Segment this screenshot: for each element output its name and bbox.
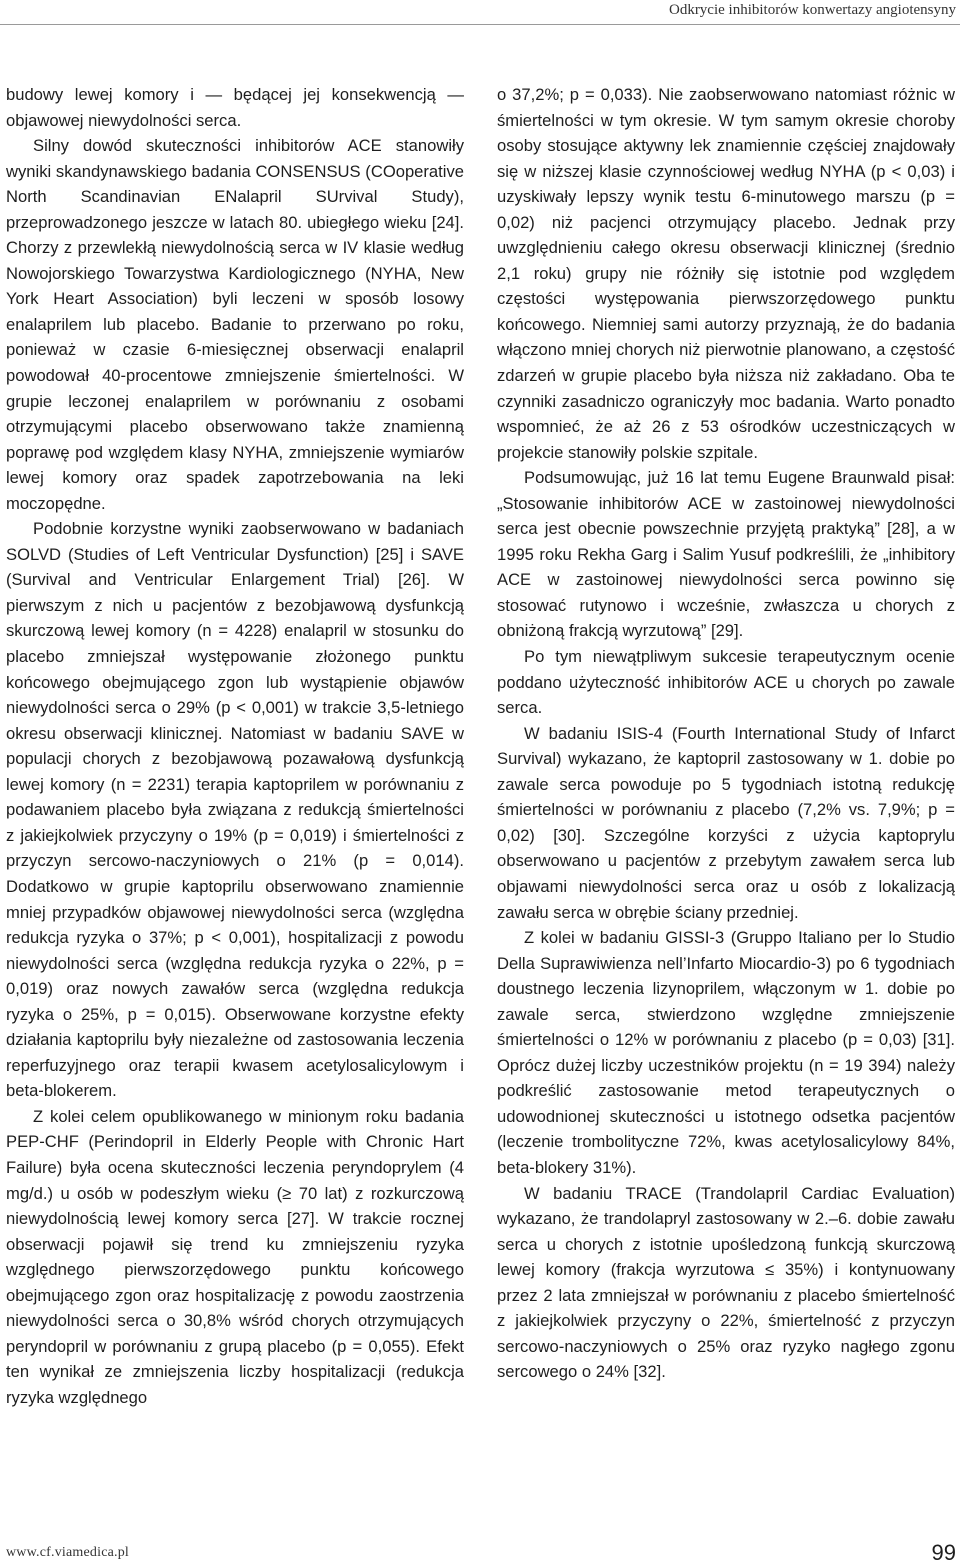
left-column <box>6 82 464 1410</box>
paragraph: Silny dowód skuteczności inhibitorów ACE stanowiły wyniki skandynawskiego badania CONSENSUS (COoperative North Scandinavian ENalapril SUrvival Study), przeprowadzonego jeszcze w latach 80. ubiegłego wieku [24]. Chorzy z przewlekłą niewydolnością serca w IV klasie według Nowojorskiego Towarzystwa Kardiologicznego (NYHA, New York Heart Association) byli leczeni w sposób losowy enalaprilem lub placebo. Badanie to przerwano po roku, ponieważ w czasie 6-miesięcznej obserwacji enalapril powodował 40-procentowe zmniejszenie śmiertelności. W grupie leczonej enalaprilem w porównaniu z osobami otrzymującymi placebo obserwowano także znamienną poprawę pod względem klasy NYHA, zmniejszenie wymiarów lewej komory oraz spadek zapotrzebowania na leki moczopędne. <box>6 136 464 513</box>
paragraph: W badaniu ISIS-4 (Fourth International Study of Infarct Survival) wykazano, że kaptopril zastosowany w 1. dobie po zawale serca powoduje po 5 tygodniach istotną redukcję śmiertelności w porównaniu z placebo (7,2% vs. 7,9%; p = 0,02) [30]. Szczególne korzyści z użycia kaptoprylu obserwowano u pacjentów z przebytym zawałem serca lub objawami niewydolności serca oraz u osób z lokalizacją zawału serca w obrębie ściany przedniej. <box>497 723 955 922</box>
footer-url-link[interactable]: www.cf.viamedica.pl <box>6 1545 130 1560</box>
paragraph: budowy lewej komory i — będącej jej konsekwencją — objawowej niewydolności serca. <box>6 85 464 130</box>
running-header: Odkrycie inhibitorów konwertazy angiotensyny <box>668 2 956 18</box>
header-divider <box>0 24 960 25</box>
paragraph: Z kolei w badaniu GISSI-3 (Gruppo Italiano per lo Studio Della Suprawiwienza nell’Infarto Miocardio-3) po 6 tygodniach doustnego leczenia lizynoprilem, włączonym w 1. dobie po zawale serca, stwierdzono względne zmniejszenie śmiertelności o 12% w porównaniu z placebo (p = 0,03) [31]. Oprócz dużej liczby uczestników projektu (n = 19 394) należy podkreślić zastosowanie metod terapeutycznych o udowodnionej skuteczności u istotnego odsetka pacjentów (leczenie trombolityczne 72%, kwas acetylosalicylowy 84%, beta-blokery 31%). <box>497 928 955 1177</box>
paragraph: Z kolei celem opublikowanego w minionym roku badania PEP-CHF (Perindopril in Elderly People with Chronic Hart Failure) była ocena skuteczności leczenia peryndoprylem (4 mg/d.) u osób w podeszłym wieku (≥ 70 lat) z rozkurczową niewydolnością lewej komory serca [27]. W trakcie rocznej obserwacji pojawił się trend ku zmniejszeniu ryzyka względnego pierwszorzędowego punktu końcowego obejmującego zgon oraz hospitalizację z powodu zaostrzenia niewydolności serca o 30,8% wśród chorych otrzymujących peryndopril w porównaniu z grupą placebo (p = 0,055). Efekt ten wynikał ze zmniejszenia liczby hospitalizacji (redukcja ryzyka względnego <box>6 1106 464 1407</box>
paragraph: Po tym niewątpliwym sukcesie terapeutycznym ocenie poddano użyteczność inhibitorów ACE u chorych po zawale serca. <box>497 647 955 718</box>
paragraph: Podsumowując, już 16 lat temu Eugene Braunwald pisał: „Stosowanie inhibitorów ACE w zastoinowej niewydolności serca jest obecnie powszechnie przyjętą praktyką” [28], a w 1995 roku Rekha Garg i Salim Yusuf podkreślili, że „inhibitory ACE w zastoinowej niewydolności serca powinno się stosować rutynowo i wcześnie, zwłaszcza u chorych z obniżoną frakcją wyrzutową” [29]. <box>497 468 955 641</box>
paragraph: Podobnie korzystne wyniki zaobserwowano w badaniach SOLVD (Studies of Left Ventricular Dysfunction) [25] i SAVE (Survival and Ventricular Enlargement Trial) [26]. W pierwszym z nich u pacjentów z bezobjawową dysfunkcją skurczową lewej komory (n = 4228) enalapril w stosunku do placebo zmniejszał występowanie złożonego punktu końcowego obejmującego zgon lub wystąpienie objawów niewydolności serca o 29% (p < 0,001) w trakcie 3,5-letniego okresu obserwacji klinicznej. Natomiast w badaniu SAVE w populacji chorych z bezobjawową pozawałową dysfunkcją lewej komory (n = 2231) terapia kaptoprilem w porównaniu z podawaniem placebo była związana z redukcją śmiertelności z jakiejkolwiek przyczyny o 19% (p = 0,019) i śmiertelności z przyczyn sercowo-naczyniowych o 21% (p = 0,014). Dodatkowo w grupie kaptoprilu obserwowano znamiennie mniej przypadków objawowej niewydolności serca (względna redukcja ryzyka o 37%; p < 0,001), hospitalizacji z powodu niewydolności serca (względna redukcja ryzyka o 22%, p = 0,019) oraz nowych zawałów serca (względna redukcja ryzyka o 25%, p = 0,015). Obserwowane korzystne efekty działania kaptoprilu były niezależne od zastosowania leczenia reperfuzyjnego oraz terapii kwasem acetylosalicylowym i beta-blokerem. <box>6 519 464 1101</box>
paragraph: W badaniu TRACE (Trandolapril Cardiac Evaluation) wykazano, że trandolapryl zastosowany w 2.–6. dobie zawału serca u chorych z istotnie upośledzoną funkcją skurczową lewej komory (frakcja wyrzutowa ≤ 35%) i kontynuowany przez 2 lata zmniejszał w porównaniu z placebo śmiertelność z jakiejkolwiek przyczyny o 22%, śmiertelność z przyczyn sercowo-naczyniowych o 25% oraz ryzyko nagłego zgonu sercowego o 24% [32]. <box>497 1183 955 1382</box>
paragraph: o 37,2%; p = 0,033). Nie zaobserwowano natomiast różnic w śmiertelności w tym okresie. W tym samym okresie choroby osoby stosujące aktywny lek znamiennie częściej znajdowały się w niższej klasie czynnościowej według NYHA (p < 0,03) i uzyskiwały lepszy wynik testu 6-minutowego marszu (p = 0,02) niż pacjenci otrzymujący placebo. Jednak przy uwzględnieniu całego okresu obserwacji klinicznej (średnio 2,1 roku) grupy nie różniły się istotnie pod względem częstości występowania pierwszorzędowego punktu końcowego. Niemniej sami autorzy przyznają, że do badania włączono mniej chorych niż pierwotnie planowano, a częstość zdarzeń w grupie placebo była niższa niż zakładano. Oba te czynniki zasadniczo ograniczyły moc badania. Warto ponadto wspomnieć, że aż 26 z 53 ośrodków uczestniczących w projekcie stanowiły polskie szpitale. <box>497 85 955 462</box>
right-column <box>497 82 955 1385</box>
page-number: 99 <box>931 1540 956 1565</box>
